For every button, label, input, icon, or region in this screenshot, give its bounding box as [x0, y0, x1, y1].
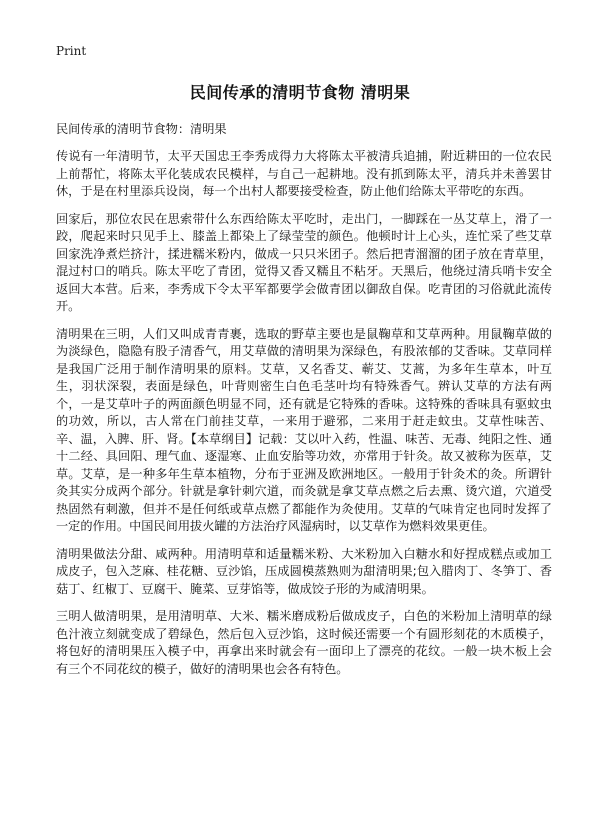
paragraph-legend: 传说有一年清明节，太平天国忠王李秀成得力大将陈太平被清兵追捕，附近耕田的一位农民上前帮忙，将陈太平化装成农民模样，与自己一起耕地。没有抓到陈太平，清兵并未善罢甘休，于是在村里添兵设岗，每一个出村人都要接受检查，防止他们给陈太平带吃的东西。 [56, 149, 552, 198]
article-subtitle: 民间传承的清明节食物：清明果 [56, 122, 227, 136]
paragraph-ingredients: 清明果在三明，人们又叫成青青裹，选取的野草主要也是鼠鞠草和艾草两种。用鼠鞠草做的为淡绿色，隐隐有股子清香气，用艾草做的清明果为深绿色，有股浓郁的艾香味。艾草同样是我国广泛用于制作清明果的原料。艾草，又名香艾、蕲艾、艾蒿，为多年生草本，叶互生，羽状深裂，表面是绿色，叶背则密生白色毛茎叶均有特殊香气。辨认艾草的方法有两个，一是艾草叶子的两面颜色明显不同，还有就是它特殊的香味。这特殊的香味具有驱蚊虫的功效，所以，古人常在门前挂艾草，一来用于避邪，二来用于赶走蚊虫。艾草性味苦、辛、温，入脾、肝、肾。【本草纲目】记载：艾以叶入药，性温、味苦、无毒、纯阳之性、通十二经、具回阳、理气血、逐湿寒、止血安胎等功效，亦常用于针灸。故又被称为医草，艾草。艾草，是一种多年生草本植物，分布于亚洲及欧洲地区。一般用于针灸术的灸。所谓针灸其实分成两个部分。针就是拿针刺穴道，而灸就是拿艾草点燃之后去熏、烫穴道，穴道受热固然有刺激，但并不是任何纸或草点燃了都能作为灸使用。艾草的气味肯定也同时发挥了一定的作用。中国民间用拔火罐的方法治疗风湿病时，以艾草作为燃料效果更佳。 [56, 326, 552, 533]
article-body [56, 120, 552, 688]
print-link[interactable]: Print [56, 44, 87, 58]
paragraph-origin: 回家后，那位农民在思索带什么东西给陈太平吃时，走出门，一脚踩在一丛艾草上，滑了一跤，爬起来时只见手上、膝盖上都染上了绿莹莹的颜色。他顿时计上心头，连忙采了些艾草回家洗净煮烂挤汁，揉进糯米粉内，做成一只只米团子。然后把青溜溜的团子放在青草里，混过村口的哨兵。陈太平吃了青团，觉得又香又糯且不粘牙。天黑后，他绕过清兵哨卡安全返回大本营。后来，李秀成下令太平军都要学会做青团以御敌自保。吃青团的习俗就此流传开。 [56, 211, 552, 313]
paragraph-recipe-types: 清明果做法分甜、咸两种。用清明草和适量糯米粉、大米粉加入白糖水和好捏成糕点或加工成皮子，包入芝麻、桂花糖、豆沙馅，压成圆模蒸熟则为甜清明果;包入腊肉丁、冬笋丁、香菇丁、红椒丁、豆腐干、腌菜、豆芽馅等，做成饺子形的为咸清明果。 [56, 546, 552, 596]
page-title: 民间传承的清明节食物 清明果 [189, 83, 411, 102]
paragraph-sanming-method: 三明人做清明果，是用清明草、大米、糯米磨成粉后做成皮子，白色的米粉加上清明草的绿色汁液立刻就变成了碧绿色，然后包入豆沙馅，这时候还需要一个有圆形刻花的木质模子，将包好的清明果压入模子中，再拿出来时就会有一面印上了漂亮的花纹。一般一块木板上会有三个不同花纹的模子，做好的清明果也会各有特色。 [56, 609, 552, 676]
